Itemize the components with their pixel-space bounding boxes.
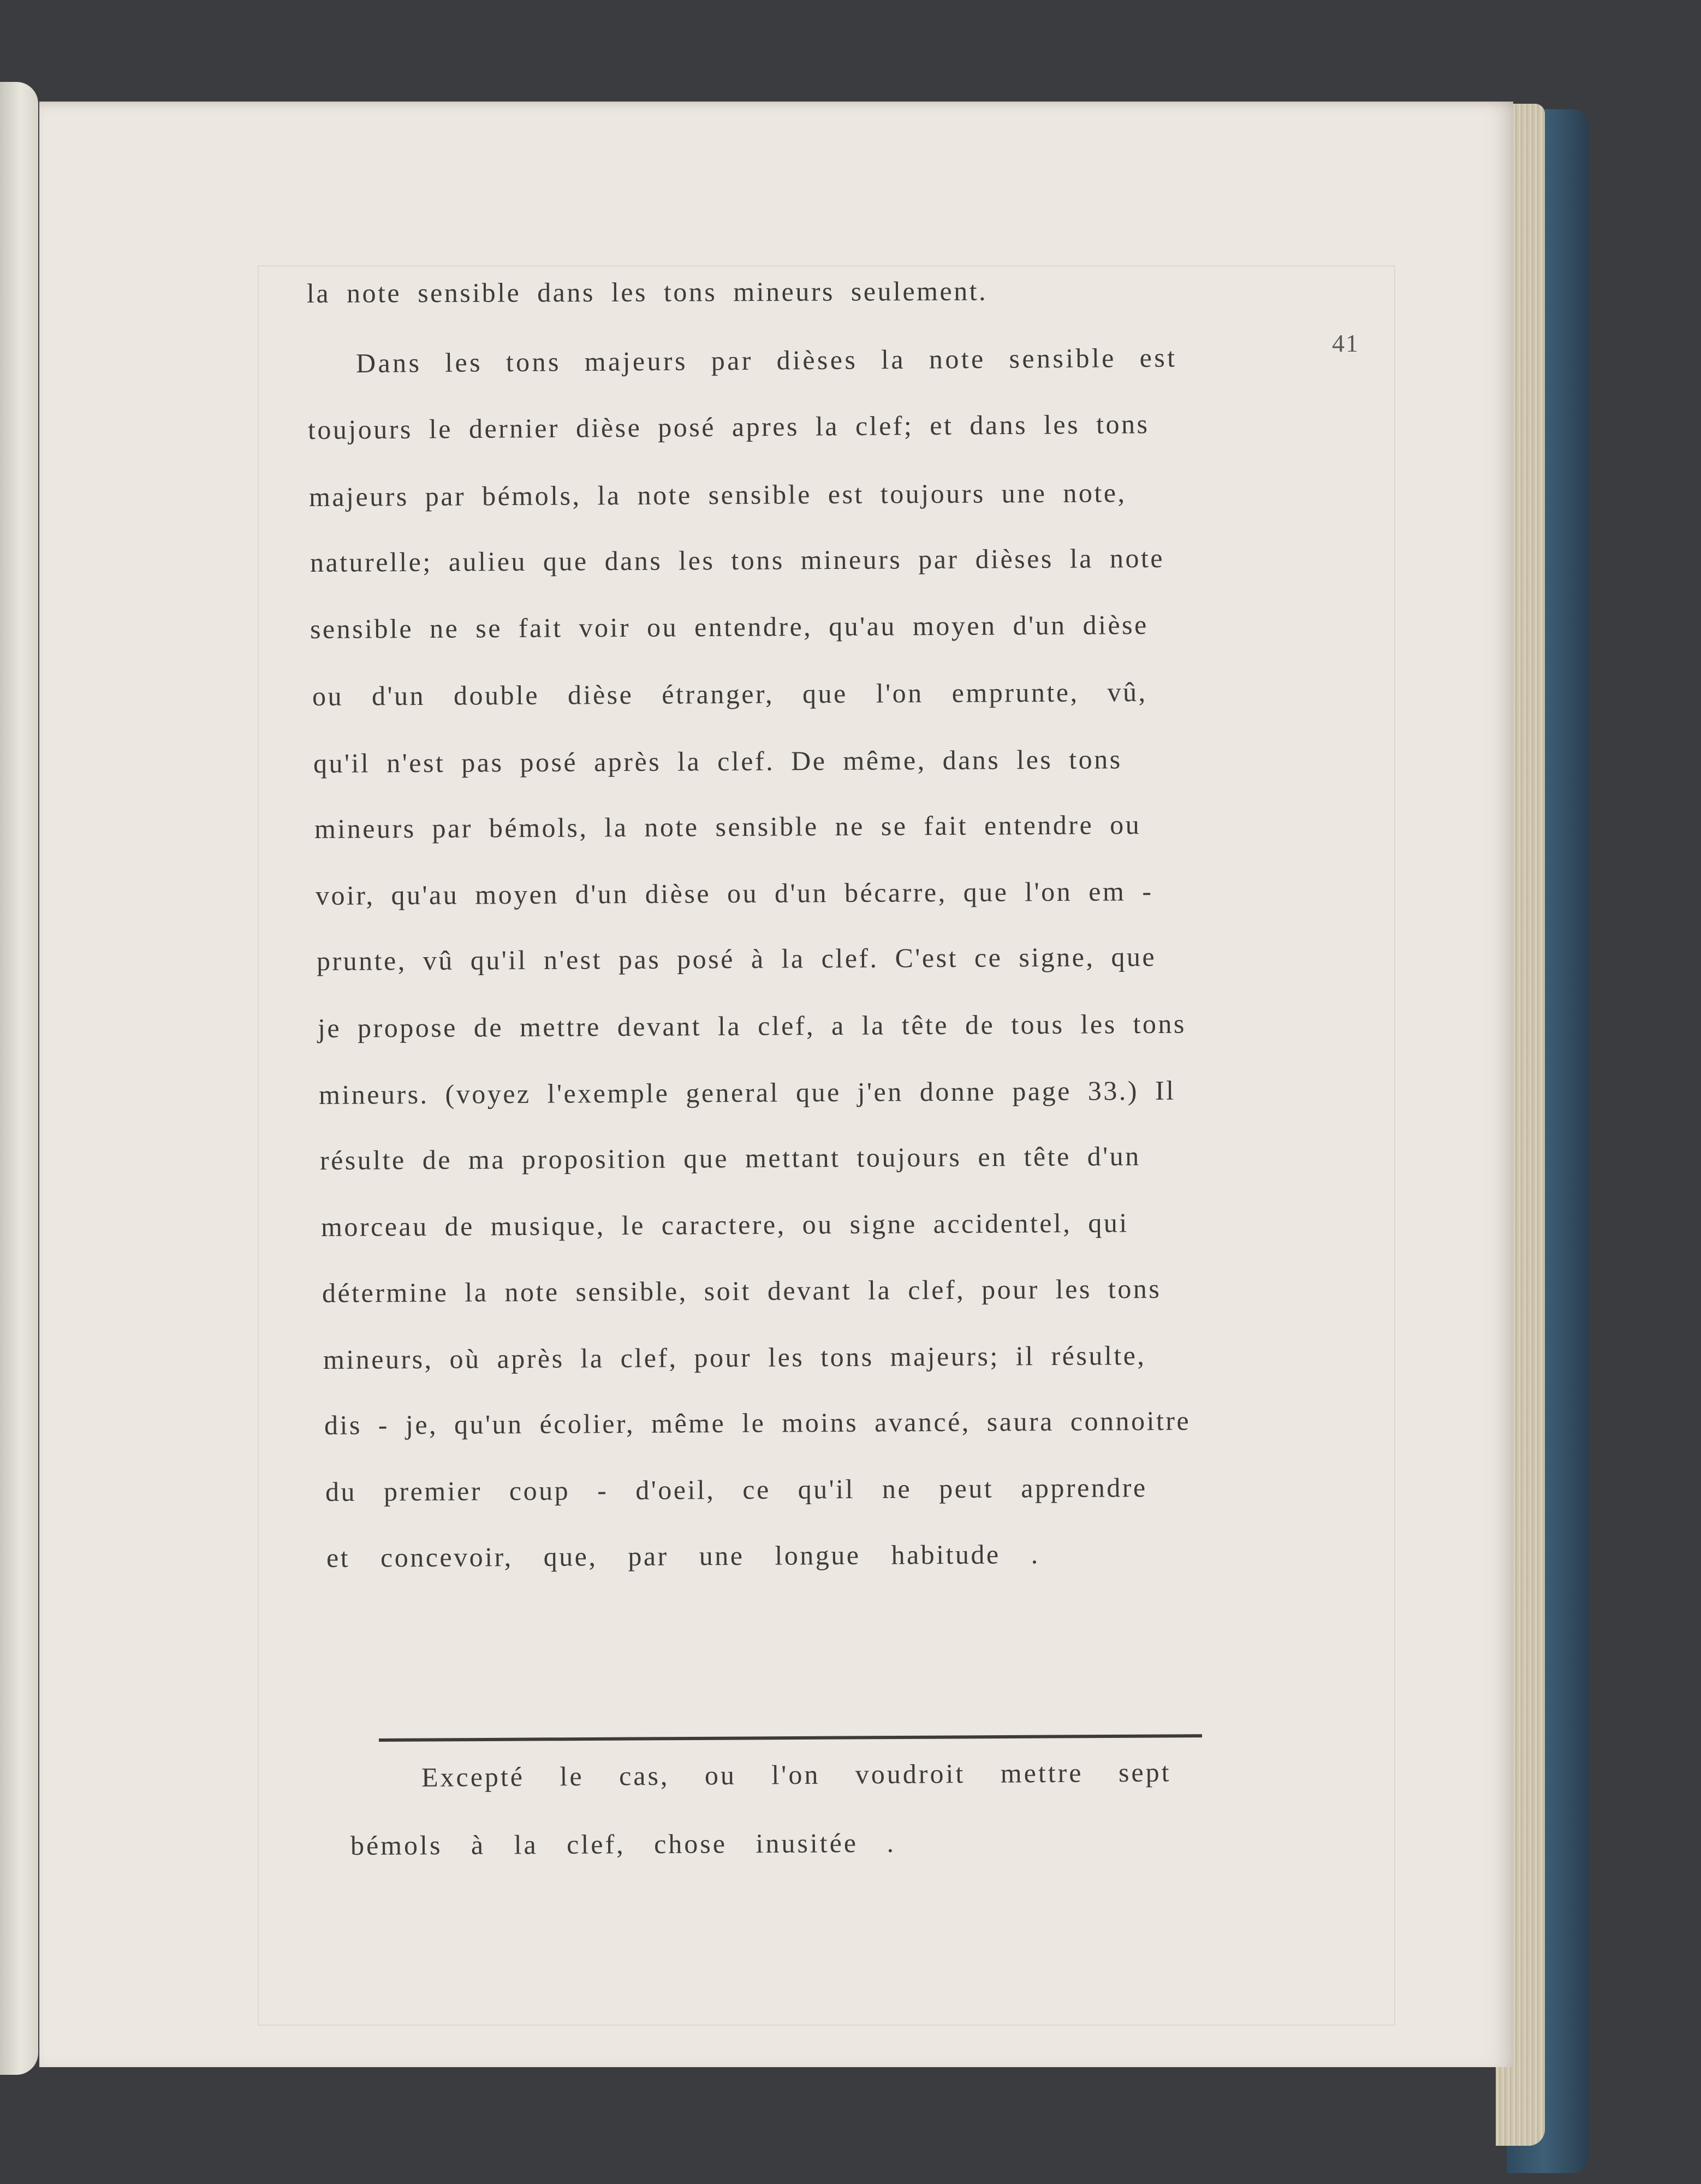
book-page: [39, 102, 1513, 2067]
body-line: mineurs, où après la clef, pour les tons majeurs; il résulte,: [323, 1340, 1146, 1375]
body-line: mineurs par bémols, la note sensible ne se fait entendre ou: [314, 809, 1141, 844]
body-line: qu'il n'est pas posé après la clef. De même, dans les tons: [313, 744, 1122, 779]
footnote-line: Excepté le cas, ou l'on voudroit mettre sept: [421, 1756, 1171, 1793]
body-line: Dans les tons majeurs par dièses la note sensible est: [355, 342, 1177, 378]
body-line: je propose de mettre devant la clef, a la tête de tous les tons: [317, 1008, 1187, 1043]
body-line: sensible ne se fait voir ou entendre, qu'au moyen d'un dièse: [310, 609, 1149, 644]
body-line: morceau de musique, le caractere, ou signe accidentel, qui: [320, 1207, 1129, 1242]
body-line: du premier coup - d'oeil, ce qu'il ne peut apprendre: [325, 1472, 1147, 1507]
body-line: dis - je, qu'un écolier, même le moins avancé, saura connoitre: [324, 1405, 1191, 1440]
footnote-line: bémols à la clef, chose inusitée .: [350, 1827, 896, 1861]
body-line: mineurs. (voyez l'exemple general que j'en donne page 33.) Il: [318, 1075, 1176, 1110]
body-line: détermine la note sensible, soit devant la clef, pour les tons: [322, 1273, 1162, 1308]
body-line: majeurs par bémols, la note sensible est toujours une note,: [308, 477, 1127, 512]
page-number: 41: [1332, 329, 1359, 357]
body-line: toujours le dernier dièse posé apres la clef; et dans les tons: [307, 408, 1150, 445]
body-line: résulte de ma proposition que mettant toujours en tête d'un: [319, 1141, 1141, 1176]
body-line: naturelle; aulieu que dans les tons mineurs par dièses la note: [310, 542, 1165, 578]
body-line: voir, qu'au moyen d'un dièse ou d'un bécarre, que l'on em -: [315, 875, 1153, 911]
facing-page-edge: [0, 82, 38, 2075]
body-line: prunte, vû qu'il n'est pas posé à la clef. C'est ce signe, que: [316, 941, 1157, 976]
body-line: la note sensible dans les tons mineurs seulement.: [306, 275, 988, 308]
body-line: et concevoir, que, par une longue habitude .: [326, 1539, 1040, 1573]
body-line: ou d'un double dièse étranger, que l'on emprunte, vû,: [312, 676, 1147, 711]
